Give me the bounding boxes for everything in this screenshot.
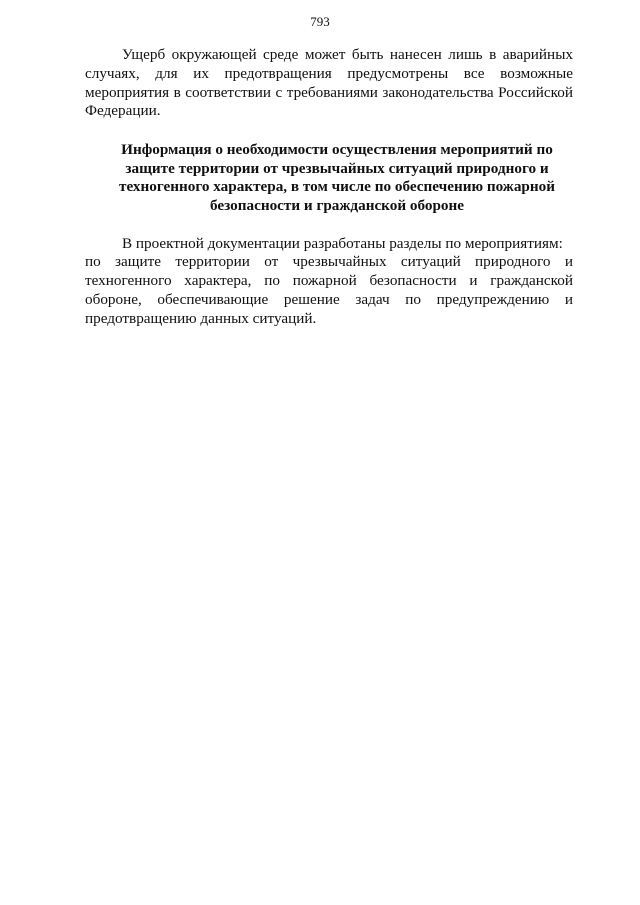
section-heading: Информация о необходимости осуществления мероприятий по защите территории от чрезвычайных ситуаций природного и техногенного характера, в том числе по обеспечению пожарной безопасности и гражданской обороне (119, 141, 555, 214)
paragraph-project-docs-intro: В проектной документации разработаны разделы по мероприятиям: (122, 234, 563, 252)
paragraph-project-docs-body: по защите территории от чрезвычайных ситуаций природного и техногенного характера, по пожарной безопасности и гражданской обороне, обеспечивающие решение задач по предупреждению и предотвращению данных ситуаций. (85, 253, 573, 327)
paragraph-environment-damage: Ущерб окружающей среде может быть нанесен лишь в аварийных случаях, для их предотвращения предусмотрены все возможные мероприятия в соответствии с требованиями законодательства Российской Федерации. (85, 46, 573, 120)
page-number: 793 (310, 14, 330, 29)
page-content (85, 46, 573, 329)
